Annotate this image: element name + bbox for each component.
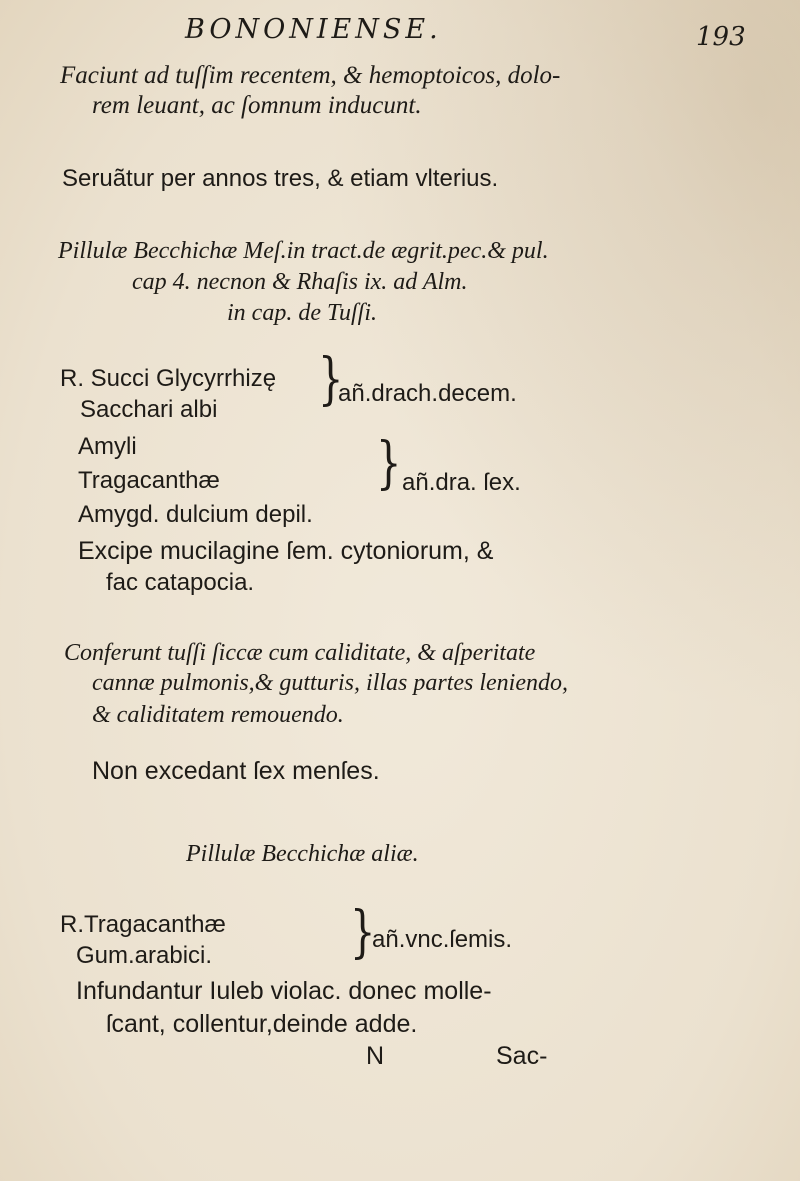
brace-mark: } bbox=[350, 900, 376, 966]
recipe-title-line: cap 4. necnon & Rhaſis ix. ad Alm. bbox=[132, 269, 468, 295]
paragraph-line: Conferunt tuſſi ſiccæ cum caliditate, & aſperitate bbox=[64, 640, 536, 666]
dosage: añ.drach.decem. bbox=[338, 380, 517, 407]
instruction-line: Excipe mucilagine ſem. cytoniorum, & bbox=[78, 537, 494, 565]
ingredient-line: R.Tragacanthæ bbox=[60, 911, 226, 938]
dosage: añ.dra. ſex. bbox=[402, 469, 521, 496]
instruction-line: ſcant, collentur,deinde adde. bbox=[106, 1010, 418, 1038]
catchword: Sac- bbox=[496, 1042, 548, 1070]
dosage: añ.vnc.ſemis. bbox=[372, 926, 513, 953]
ingredient-line: Tragacanthæ bbox=[78, 467, 220, 494]
recipe-title: Pillulæ Becchichæ aliæ. bbox=[186, 841, 419, 867]
ingredient-line: Sacchari albi bbox=[80, 396, 218, 423]
instruction-line: fac catapocia. bbox=[106, 569, 255, 596]
signature-mark: N bbox=[366, 1042, 385, 1070]
paragraph-line: & caliditatem remouendo. bbox=[92, 702, 344, 728]
ingredient-line: R. Succi Glycyrrhizę bbox=[60, 365, 277, 392]
servatur-line: Seruãtur per annos tres, & etiam vlterius. bbox=[62, 165, 499, 192]
ingredient-line: Gum.arabici. bbox=[76, 942, 213, 969]
ingredient-line: Amyli bbox=[78, 433, 137, 460]
brace-mark: } bbox=[376, 431, 402, 497]
paragraph-line: cannæ pulmonis,& gutturis, illas partes leniendo, bbox=[92, 670, 569, 696]
page-number: 193 bbox=[696, 22, 746, 52]
paragraph-line: rem leuant, ac ſomnum inducunt. bbox=[92, 92, 422, 119]
instruction-line: Infundantur Iuleb violac. donec molle- bbox=[76, 977, 492, 1005]
recipe-title-line: Pillulæ Becchichæ Meſ.in tract.de ægrit.pec.& pul. bbox=[58, 238, 549, 264]
non-excedant-line: Non excedant ſex menſes. bbox=[92, 757, 380, 785]
running-title: BONONIENSE. bbox=[185, 14, 442, 45]
ingredient-line: Amygd. dulcium depil. bbox=[78, 501, 313, 528]
paragraph-line: Faciunt ad tuſſim recentem, & hemoptoicos, dolo- bbox=[60, 62, 561, 89]
brace-mark: } bbox=[318, 347, 344, 413]
recipe-title-line: in cap. de Tuſſi. bbox=[227, 300, 377, 326]
